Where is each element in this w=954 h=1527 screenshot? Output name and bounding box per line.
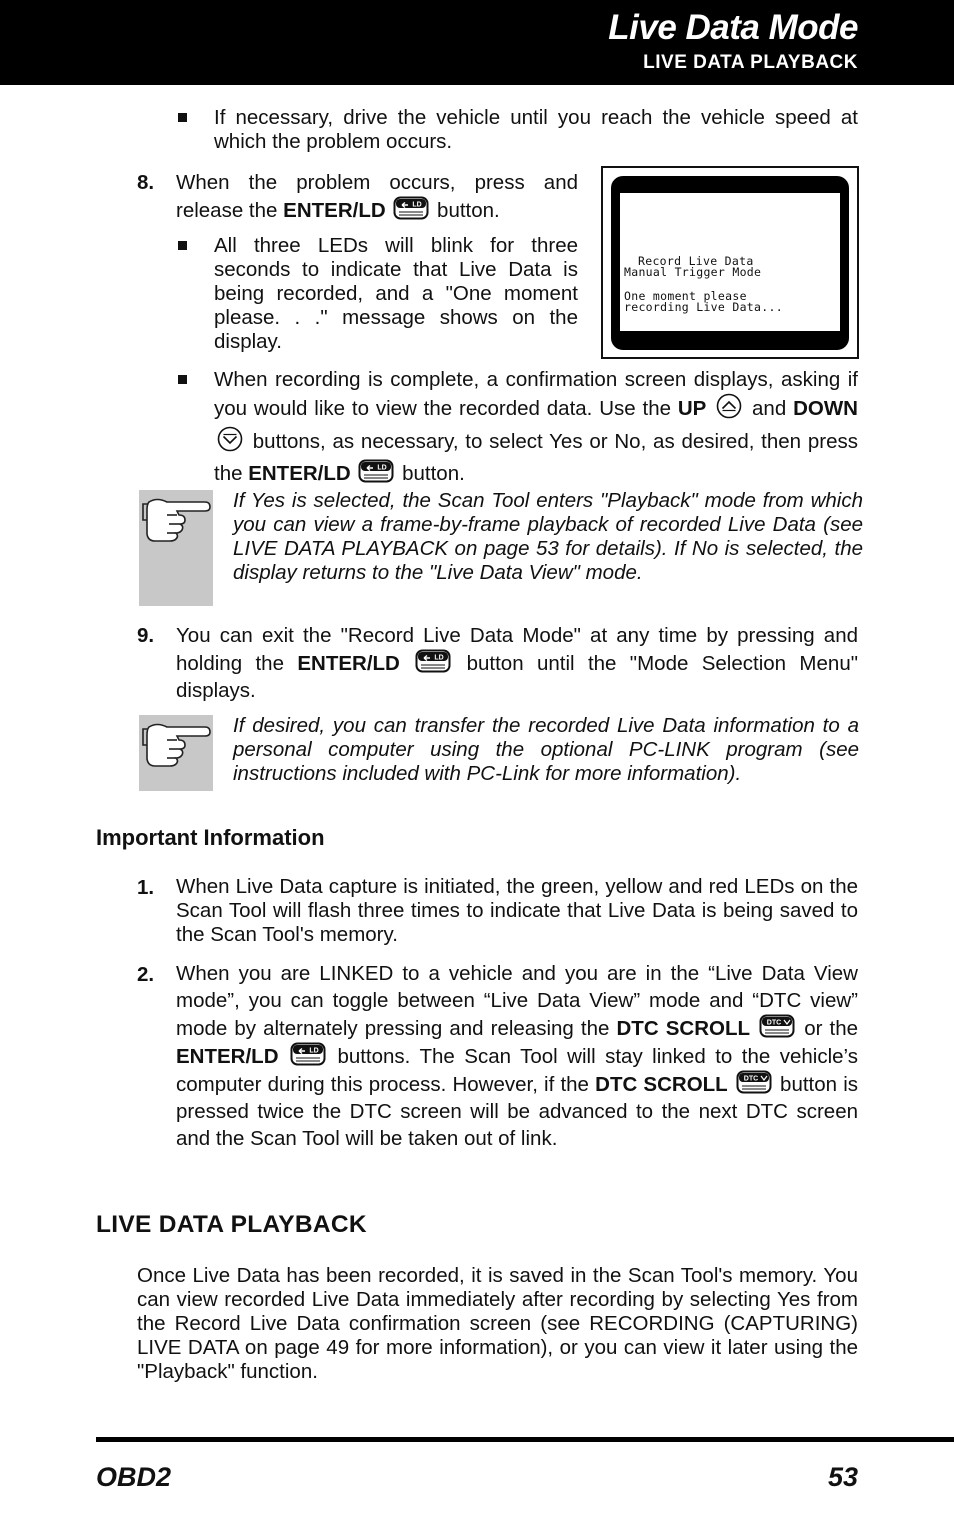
step-9-text <box>176 622 858 704</box>
lcd-screen <box>620 193 840 331</box>
step-number: 9. <box>137 624 155 647</box>
item-2-text-part: or the <box>804 1017 858 1040</box>
pointing-hand-icon <box>139 715 213 791</box>
note-box <box>139 490 213 606</box>
step-number: 8. <box>137 171 155 194</box>
important-information-heading: Important Information <box>96 825 325 850</box>
svg-text:LD: LD <box>434 654 444 662</box>
step-8-text <box>176 169 578 224</box>
footer-rule <box>96 1437 954 1442</box>
item-2-text-part: button is pressed twice the DTC screen will be advanced to the next DTC screen and the Scan Tool will be taken out of link. <box>176 1073 859 1150</box>
bullet-marker <box>178 113 187 122</box>
pointing-hand-icon <box>139 490 213 606</box>
bullet-text-part: and <box>752 397 787 420</box>
bullet-drive-vehicle: If necessary, drive the vehicle until you reach the vehicle speed at which the problem occurs. <box>214 106 858 153</box>
step-number: 1. <box>137 876 155 899</box>
down-arrow-key-icon <box>217 426 243 459</box>
footer-label: OBD2 <box>96 1462 172 1492</box>
dtc-scroll-label: DTC SCROLL <box>595 1073 728 1096</box>
bullet-marker <box>178 241 187 250</box>
svg-text:LD: LD <box>309 1047 319 1055</box>
item-2-text-part: buttons. The Scan Tool will stay linked to the vehicle’s computer during this process. However, if the <box>176 1045 858 1096</box>
bullet-marker <box>178 375 187 384</box>
important-item-2 <box>176 960 858 1152</box>
enter-ld-label: ENTER/LD <box>248 462 351 485</box>
step-number: 2. <box>137 963 155 986</box>
bullet-text-part: buttons, as necessary, to select Yes or No, as desired, then press the <box>214 430 858 485</box>
bullet-text-part: When recording is complete, a confirmation screen displays, asking if you would like to view the recorded data. Use the <box>214 368 858 420</box>
enter-ld-label: ENTER/LD <box>297 652 400 675</box>
down-label: DOWN <box>793 397 858 420</box>
up-arrow-key-icon <box>716 393 742 426</box>
enter-ld-key-icon <box>415 649 451 673</box>
dtc-scroll-label: DTC SCROLL <box>616 1017 750 1040</box>
bullet-text-part: button. <box>402 462 465 485</box>
bullet-recording-complete <box>214 366 858 487</box>
lcd-line-4: recording Live Data... <box>624 300 783 314</box>
enter-ld-label: ENTER/LD <box>176 1045 279 1068</box>
svg-text:DTC: DTC <box>766 1019 782 1027</box>
scan-tool-display-illustration <box>601 166 859 359</box>
enter-ld-label: ENTER/LD <box>283 199 386 222</box>
dtc-scroll-key-icon <box>736 1070 772 1094</box>
svg-text:LD: LD <box>412 201 423 209</box>
step-8-text-end: button. <box>437 199 500 222</box>
page-subtitle: LIVE DATA PLAYBACK <box>643 52 858 73</box>
up-label: UP <box>677 397 707 420</box>
enter-ld-key-icon <box>393 196 429 220</box>
enter-ld-key-icon <box>358 459 394 483</box>
live-data-playback-heading: LIVE DATA PLAYBACK <box>96 1211 367 1238</box>
lcd-line-3: One moment please <box>624 289 747 303</box>
bullet-leds-blink: All three LEDs will blink for three seconds to indicate that Live Data is being recorded, and a "One moment please. . ." message shows on the display. <box>214 234 578 353</box>
step-8-text-start: When the problem occurs, press and release the <box>176 171 578 222</box>
svg-text:LD: LD <box>377 464 388 472</box>
live-data-playback-text: Once Live Data has been recorded, it is saved in the Scan Tool's memory. You can view recorded Live Data immediately after recording by selecting Yes from the Record Live Data confirmation screen (see RECORDING (CAPTURING) LIVE DATA on page 49 for more information), or you can view it later using the "Playback" function. <box>137 1264 858 1383</box>
lcd-line-1: Record Live Data <box>638 254 754 268</box>
note-pc-link: If desired, you can transfer the recorded Live Data information to a personal computer using the optional PC-LINK program (see instructions included with PC-Link for more information). <box>233 714 859 785</box>
page-number: 53 <box>827 1462 858 1492</box>
lcd-bezel <box>611 176 849 350</box>
step-9-text-part: button until the "Mode Selection Menu" displays. <box>176 652 858 702</box>
item-2-text-part: When you are LINKED to a vehicle and you are in the “Live Data View mode”, you can toggle between “Live Data View” mode and “DTC view” mode by alternately pressing and releasing the <box>176 962 858 1040</box>
page-title: Live Data Mode <box>608 8 858 47</box>
enter-ld-key-icon <box>290 1042 326 1066</box>
dtc-scroll-key-icon <box>759 1014 795 1038</box>
note-playback-mode: If Yes is selected, the Scan Tool enters "Playback" mode from which you can view a frame-by-frame playback of recorded Live Data (see LIVE DATA PLAYBACK on page 53 for details). If No is selected, the display returns to the "Live Data View" mode. <box>233 489 863 584</box>
note-box <box>139 715 213 791</box>
lcd-line-2: Manual Trigger Mode <box>624 265 762 279</box>
step-9-text-part: You can exit the "Record Live Data Mode" at any time by pressing and holding the <box>176 624 858 675</box>
important-item-1: When Live Data capture is initiated, the green, yellow and red LEDs on the Scan Tool will flash three times to indicate that Live Data is being saved to the Scan Tool's memory. <box>176 875 858 946</box>
svg-text:DTC: DTC <box>743 1075 759 1083</box>
